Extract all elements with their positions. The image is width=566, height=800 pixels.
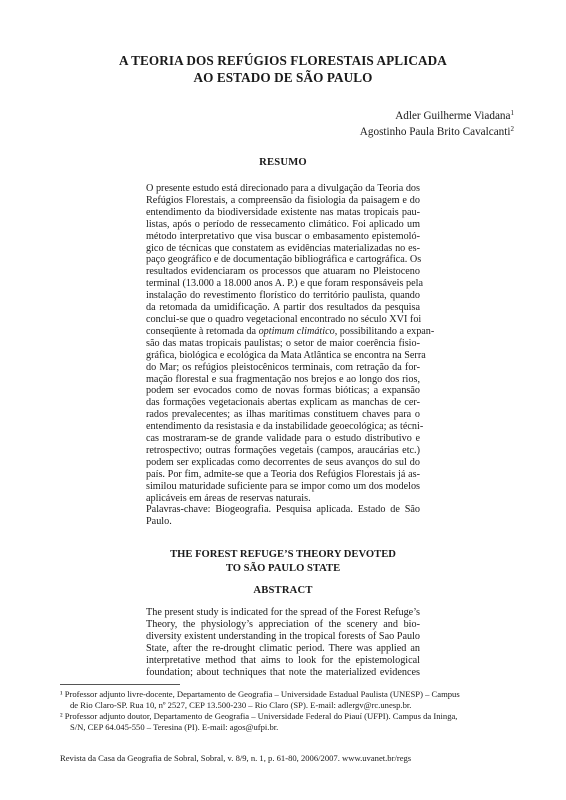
resumo-line: gico de técnicas que constatem as evidências materializadas no es- [146, 242, 420, 254]
author-1-name: Adler Guilherme Viadana [395, 110, 511, 122]
english-title-line-1: THE FOREST REFUGE’S THEORY DEVOTED [170, 549, 396, 560]
footnotes [60, 689, 506, 733]
resumo-line: conseqüente à retomada da optimum climático, possibilitando a expan- [146, 325, 435, 337]
resumo-line: rados prevalecentes; as ilhas marítimas constituem chaves para o [146, 409, 420, 421]
resumo-line: da retomada da umidificação. A partir dos resultados da pesquisa [146, 302, 420, 314]
resumo-line: são das matas tropicais paulistas; o setor de maior coerência fisio- [146, 337, 420, 349]
title-line-1: A TEORIA DOS REFÚGIOS FLORESTAIS APLICADA [119, 53, 447, 68]
footnote-line: S/N, CEP 64.045-550 – Teresina (PI). E-mail: agos@ufpi.br. [70, 722, 279, 732]
abstract-body [146, 607, 420, 678]
english-title-line-2: TO SÃO PAULO STATE [225, 562, 341, 574]
resumo-line: listas, após o período de ressecamento climático. Foi aplicado um [146, 218, 420, 230]
author-2 [360, 124, 514, 140]
resumo-line: Refúgios Florestais, a compreensão da fisiologia da paisagem e do [146, 194, 420, 206]
resumo-body [146, 183, 435, 528]
abstract-line: foundation; about techniques that note the materialized evidences [146, 666, 420, 678]
resumo-line: Palavras-chave: Biogeografia. Pesquisa aplicada. Estado de São [146, 504, 420, 516]
resumo-line: aplicáveis em áreas de reservas naturais. [146, 492, 311, 504]
running-footer: Revista da Casa da Geografia de Sobral, Sobral, v. 8/9, n. 1, p. 61-80, 2006/2007. www.uvanet.br/regs [60, 753, 412, 763]
resumo-line: paço geográfico e de documentação bibliográfica e cartográfica. Os [146, 254, 422, 266]
abstract-line: Theory, the physiology’s appreciation of the scenery and bio- [146, 618, 420, 630]
abstract-heading: ABSTRACT [253, 585, 313, 596]
resumo-line: das formações vegetacionais abertas explicam as manchas de cer- [146, 397, 420, 409]
resumo-line: O presente estudo está direcionado para a divulgação da Teoria dos [146, 183, 420, 194]
author-2-name: Agostinho Paula Brito Cavalcanti [359, 126, 511, 138]
title-line-2: AO ESTADO DE SÃO PAULO [193, 70, 373, 85]
resumo-heading: RESUMO [259, 157, 307, 168]
footnote-divider [60, 684, 180, 685]
resumo-line: podem ser explicadas como decorrentes de seus avanços do sul do [146, 456, 420, 468]
authors-block [360, 108, 514, 140]
author-1-footnote-mark[interactable]: 1 [510, 109, 514, 117]
footnote-line: ¹ Professor adjunto livre-docente, Departamento de Geografia – Universidade Estadual Paulista (UNESP) – Campus [60, 689, 460, 699]
resumo-line: retrospectivo; outras formações vegetais (campos, araucárias etc.) [146, 444, 420, 456]
resumo-line: mação florestal e sua fragmentação nos brejos e ao longo dos rios, [146, 373, 420, 385]
resumo-line: instalação do revestimento florístico do território paulista, quando [146, 290, 420, 302]
author-2-footnote-mark[interactable]: 2 [510, 125, 514, 133]
resumo-line: do Mar; os refúgios pleistocênicos terminais, com retração da for- [146, 361, 420, 373]
resumo-line: conclui-se que o quadro vegetacional encontrado no século XVI foi [146, 313, 422, 325]
resumo-line: resultados evidenciaram os processos que atuaram no Pleistoceno [146, 266, 420, 278]
author-1 [360, 108, 514, 124]
resumo-line: entendimento da biodiversidade existente nas matas tropicais pau- [146, 206, 420, 218]
resumo-line: cas mostraram-se de grande validade para o estudo distributivo e [146, 433, 420, 445]
resumo-line: similou maturidade suficiente para se impor como um dos modelos [146, 480, 420, 492]
abstract-line: State, after the re-drought climatic period. There was applied an [146, 642, 420, 654]
resumo-line: Paulo. [146, 516, 172, 528]
abstract-line: The present study is indicated for the spread of the Forest Refuge’s [146, 607, 420, 618]
footnote-line: de Rio Claro-SP. Rua 10, nº 2527, CEP 13.500-230 – Rio Claro (SP). E-mail: adlergv@rc.unesp.br. [70, 700, 412, 710]
english-title [60, 548, 506, 575]
abstract-line: diversity existent understanding in the tropical forests of Sao Paulo [146, 630, 420, 642]
resumo-line: entendimento da resistasia e da instabilidade geoecológica; as técni- [146, 421, 424, 433]
resumo-line: método interpretativo que visa buscar o embasamento epistemoló- [146, 230, 420, 242]
resumo-line: podem ser evocados como de novas formas bióticas; a expansão [146, 385, 420, 397]
footnote-line: ² Professor adjunto doutor, Departamento de Geografia – Universidade Federal do Piauí (UFPI). Campus da Ininga, [60, 711, 458, 721]
abstract-line: interpretative method that aims to look for the epistemological [146, 654, 420, 666]
article-title [60, 52, 506, 86]
resumo-line: país. Por fim, admite-se que a Teoria dos Refúgios Florestais já as- [146, 468, 420, 480]
resumo-line: gráfica, biológica e ecológica da Mata Atlântica se encontra na Serra [146, 349, 426, 361]
resumo-line: terminal (13.000 a 18.000 anos A. P.) e que foram responsáveis pela [146, 278, 423, 290]
